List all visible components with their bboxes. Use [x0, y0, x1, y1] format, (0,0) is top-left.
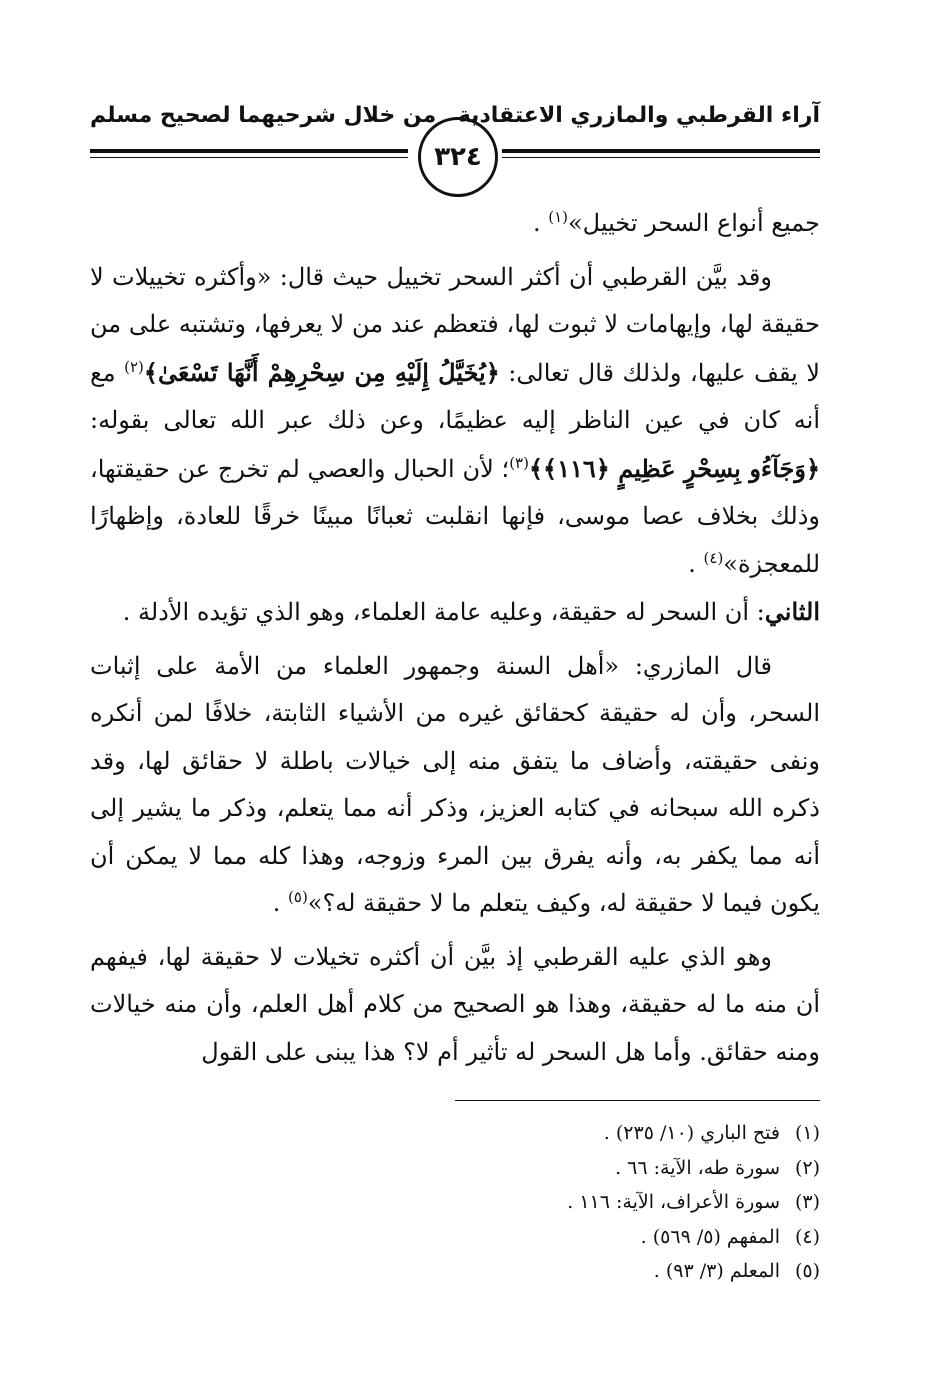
paragraph-mazari [90, 643, 820, 928]
footnote-text: سورة الأعراف، الآية: ١١٦ . [567, 1191, 780, 1213]
footnote-ref: (٤) [703, 548, 724, 567]
footnote-number: (٤) [794, 1225, 820, 1248]
text-span: . [532, 209, 549, 237]
quran-verse: ﴿يُخَيَّلُ إِلَيْهِ مِن سِحْرِهِمْ أَنَّهَا تَسْعَىٰ﴾ [143, 357, 500, 387]
header-rule-left-thick [90, 149, 408, 153]
footnote-ref: (٢) [124, 357, 144, 376]
footnote-text: سورة طه، الآية: ٦٦ . [615, 1156, 780, 1179]
text-span: وقد بيَّن القرطبي أن أكثر السحر تخييل حيث قال: «وأكثره تخييلات لا حقيقة لها، وإيهامات لا ثبوت لها، فتعظم عند من لا يعرفها، وتشتبه على من لا يقف عليها، ولذلك قال تعالى: [90, 262, 820, 387]
footnote-number: (١) [794, 1122, 820, 1144]
footnote-ref: (٣) [509, 453, 529, 472]
header-subtitle: من خلال شرحيهما لصحيح مسلم [90, 103, 437, 128]
header-rule-left-thin [90, 157, 408, 158]
paragraph-conclusion [90, 934, 820, 1077]
text-span: جميع أنواع السحر تخييل» [568, 209, 820, 237]
paragraph-qurtubi [90, 254, 820, 589]
footnote-number: (٢) [794, 1156, 820, 1179]
paragraph-continuation [90, 200, 820, 248]
footnote-item [420, 1220, 820, 1255]
footnote-ref: (١) [548, 208, 568, 226]
text-span: ؛ لأن الحبال والعصي لم تخرج عن حقيقتها، وذلك بخلاف عصا موسى، فإنها انقلبت ثعبانًا مبينًا خرقًا للعادة، وإظهارًا للمعجزة» [90, 454, 820, 578]
footnote-item [420, 1185, 820, 1220]
header-rule-right-thin [502, 157, 820, 158]
header-book-title: آراء القرطبي والمازري الاعتقادية [457, 103, 820, 128]
text-span: مع أنه كان في عين الناظر إليه عظيمًا، وعن ذلك عبر الله تعالى بقوله: [90, 358, 820, 434]
header-rule-right-thick [502, 149, 820, 153]
text-span: وهو الذي عليه القرطبي إذ بيَّن أن أكثره تخيلات لا حقيقة لها، فيفهم أن منه ما له حقيقة، وهذا هو الصحيح من كلام أهل العلم، وأن منه خيالات ومنه حقائق. وأما هل السحر له تأثير أم لا؟ هذا يبنى على القول [90, 942, 820, 1066]
quran-verse: ﴿وَجَآءُو بِسِحْرٍ عَظِيمٍ ﴿١١٦﴾﴾ [528, 453, 821, 483]
text-span: . [272, 889, 289, 917]
paragraph-second-view [90, 588, 820, 637]
text-span: : أن السحر له حقيقة، وعليه عامة العلماء، وهو الذي تؤيده الأدلة . [122, 598, 765, 626]
footnote-number: (٣) [794, 1191, 820, 1213]
footnote-text: فتح الباري (١٠/ ٢٣٥) . [603, 1122, 780, 1144]
section-label: الثاني [764, 597, 820, 626]
footnote-separator [455, 1100, 820, 1101]
footnote-item [420, 1254, 820, 1289]
main-text [90, 200, 820, 1076]
footnotes [420, 1116, 820, 1289]
footnote-ref: (٥) [288, 888, 308, 906]
footnote-number: (٥) [794, 1260, 820, 1282]
page-number: ٣٢٤ [418, 117, 498, 197]
footnote-text: المعلم (٣/ ٩٣) . [653, 1260, 780, 1282]
footnote-item [420, 1151, 820, 1186]
text-span: . [688, 549, 704, 578]
text-span: قال المازري: «أهل السنة وجمهور العلماء من الأمة على إثبات السحر، وأن له حقيقة كحقائق غيره من الأشياء الثابتة، خلافًا لمن أنكره ونفى حقيقته، وأضاف ما يتفق منه إلى خيالات باطلة لا حقائق لها، وقد ذكره الله سبحانه في كتابه العزيز، وذكر أنه مما يتعلم، وذكر ما يشير إلى أنه مما يكفر به، وأنه يفرق بين المرء وزوجه، وهذا كله مما لا يمكن أن يكون فيما لا حقيقة له، وكيف يتعلم ما لا حقيقة له؟» [90, 651, 820, 917]
footnote-text: المفهم (٥/ ٥٦٩) . [640, 1225, 780, 1248]
footnote-item [420, 1116, 820, 1151]
page-header [90, 95, 820, 195]
